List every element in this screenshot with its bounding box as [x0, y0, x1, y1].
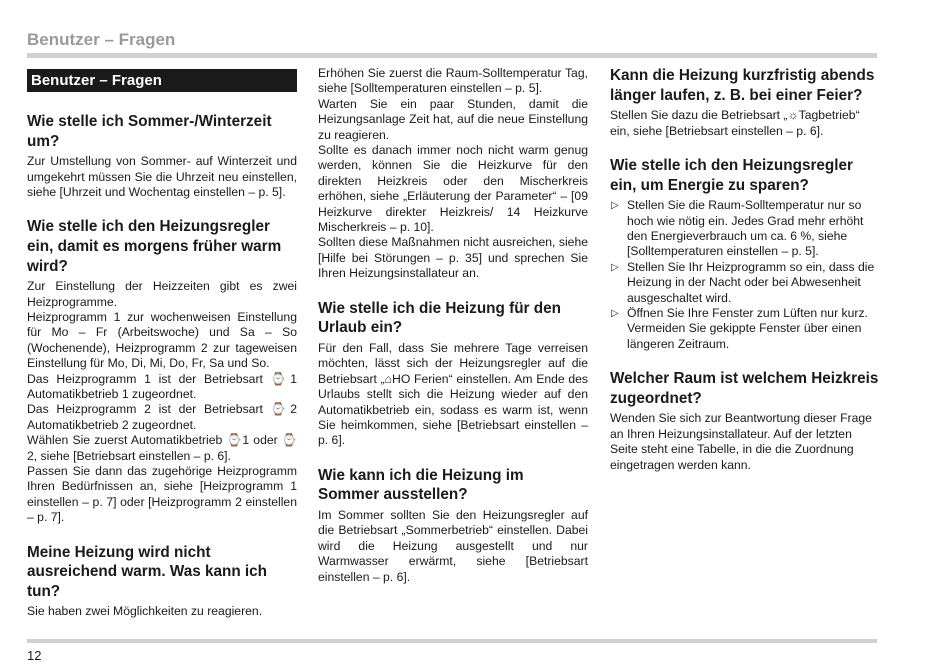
- triangle-bullet-icon: ▷: [611, 261, 619, 273]
- triangle-bullet-icon: ▷: [611, 200, 619, 212]
- question-heading-summer-off: Wie kann ich die Heizung im Sommer ausstellen?: [318, 466, 524, 504]
- list-item: ▷ Stellen Sie die Raum-Solltemperatur nur so hoch wie nötig ein. Jedes Grad mehr erhöht den Energieverbrauch um ca. 6 %, siehe [Solltemperaturen einstellen – p. 5].: [611, 198, 864, 259]
- section-title-bar: Benutzer – Fragen: [27, 69, 297, 92]
- answer-paragraph: Wenden Sie sich zur Beantwortung dieser Frage an Ihren Heizungsinstallateur. Auf der letzten Seite steht eine Tabelle, in die die Zuordnung eingetragen werden kann.: [610, 411, 872, 472]
- column-middle: [318, 66, 588, 585]
- question-heading-not-warm-enough: Meine Heizung wird nicht ausreichend warm. Was kann ich tun?: [27, 543, 268, 600]
- page-number: 12: [27, 648, 42, 663]
- header-divider: [27, 53, 877, 58]
- triangle-bullet-icon: ▷: [611, 308, 619, 320]
- list-item: ▷ Öffnen Sie Ihre Fenster zum Lüften nur kurz. Vermeiden Sie gekippte Fenster über einen längeren Zeitraum.: [611, 306, 868, 351]
- answer-paragraph: Heizprogramm 1 zur wochenweisen Einstellung für Mo – Fr (Arbeitswoche) und Sa – So (Wochenende), Heizprogramm 2 zur tageweisen Einstellung für Mo, Di, Mi, Do, Fr, Sa und So.: [27, 310, 297, 371]
- question-heading-save-energy: Wie stelle ich den Heizungsregler ein, um Energie zu sparen?: [610, 157, 853, 194]
- answer-paragraph: Im Sommer sollten Sie den Heizungsregler auf die Betriebsart „Sommerbetrieb“ einstellen. Dabei wird die Heizung ausgestellt und nur Warmwasser erwärmt, siehe [Betriebsart einstellen – p. 6].: [318, 507, 588, 584]
- question-heading-summer-winter-time: Wie stelle ich Sommer-/Winterzeit um?: [27, 113, 272, 150]
- answer-paragraph: Das Heizprogramm 2 ist der Betriebsart ⌚2 Automatikbetrieb 2 zugeordnet.: [27, 402, 297, 432]
- footer-divider: [27, 639, 877, 643]
- answer-paragraph: Wählen Sie zuerst Automatikbetrieb ⌚1 oder ⌚2, siehe [Betriebsart einstellen – p. 6].: [27, 433, 297, 463]
- question-heading-morning-warmth: Wie stelle ich den Heizungsregler ein, damit es morgens früher warm wird?: [27, 218, 282, 275]
- answer-paragraph: Stellen Sie dazu die Betriebsart „☼Tagbetrieb“ ein, siehe [Betriebsart einstellen – p. 6].: [610, 108, 860, 138]
- question-heading-vacation: Wie stelle ich die Heizung für den Urlaub ein?: [318, 299, 561, 337]
- answer-paragraph: Das Heizprogramm 1 ist der Betriebsart ⌚1 Automatikbetrieb 1 zugeordnet.: [27, 371, 297, 402]
- answer-paragraph: Zur Umstellung von Sommer- auf Winterzeit und umgekehrt müssen Sie die Uhrzeit neu einstellen, siehe [Uhrzeit und Wochentag einstellen – p. 5].: [27, 154, 297, 199]
- answer-paragraph: Passen Sie dann das zugehörige Heizprogramm Ihren Bedürfnissen an, siehe [Heizprogramm 1 einstellen – p. 7] oder [Heizprogramm 2 einstellen – p. 7].: [27, 464, 297, 525]
- question-heading-party-mode: Kann die Heizung kurzfristig abends länger laufen, z. B. bei einer Feier?: [610, 67, 875, 104]
- page-header-title: Benutzer – Fragen: [27, 30, 176, 49]
- answer-paragraph: Zur Einstellung der Heizzeiten gibt es zwei Heizprogramme.: [27, 279, 297, 309]
- answer-paragraph: Sollten diese Maßnahmen nicht ausreichen, siehe [Hilfe bei Störungen – p. 35] und sprechen Sie Ihren Heizungsinstallateur an.: [318, 235, 588, 281]
- answer-paragraph: Warten Sie ein paar Stunden, damit die Heizungsanlage Zeit hat, auf die neue Einstellung zu reagieren.: [318, 96, 588, 142]
- question-heading-room-circuit: Welcher Raum ist welchem Heizkreis zugeordnet?: [610, 370, 879, 407]
- energy-tips-list: [610, 198, 880, 352]
- answer-paragraph: Für den Fall, dass Sie mehrere Tage verreisen möchten, lässt sich der Heizungsregler auf die Betriebsart „⌂HO Ferien“ einstellen. Am Ende des Urlaubs stellt sich die Heizung wieder auf den Automatikbetrieb ein, sodass es warm ist, wenn Sie heimkommen, siehe [Betriebsart einstellen – p. 6].: [318, 340, 588, 448]
- list-item: ▷ Stellen Sie Ihr Heizprogramm so ein, dass die Heizung in der Nacht oder bei Abwesenheit ausgeschaltet wird.: [611, 259, 875, 305]
- answer-paragraph: Sollte es danach immer noch nicht warm genug werden, können Sie die Heizkurve für den direkten Heizkreis oder den Mischerkreis erhöhen, siehe „Erläuterung der Parameter“ – [09 Heizkurve direkter Heizkreis/ 14 Heizkurve Mischerkreis – p. 10].: [318, 143, 588, 235]
- column-right: [610, 66, 880, 473]
- answer-paragraph: Sie haben zwei Möglichkeiten zu reagieren.: [27, 604, 263, 619]
- column-left: [27, 66, 297, 620]
- answer-paragraph: Erhöhen Sie zuerst die Raum-Solltemperatur Tag, siehe [Solltemperaturen einstellen – p. 5].: [318, 66, 588, 96]
